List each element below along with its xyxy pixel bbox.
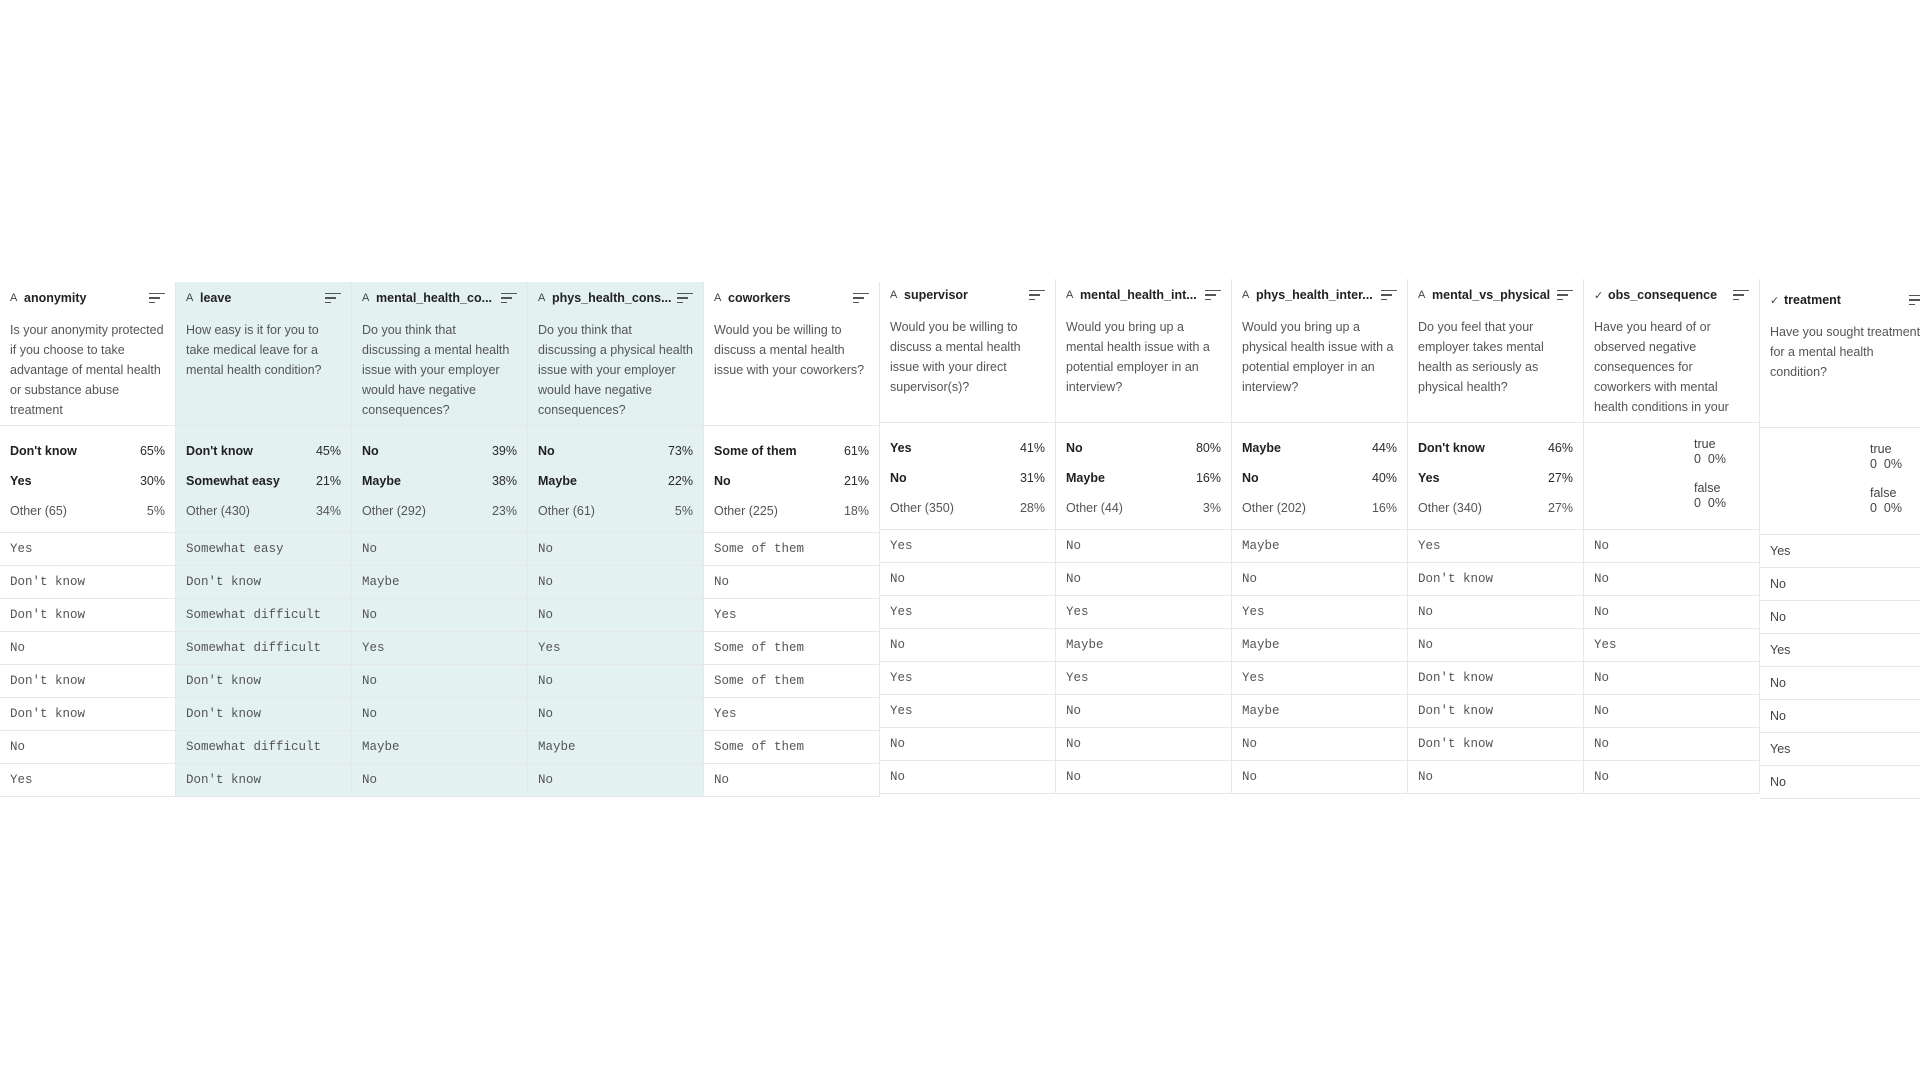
table-cell[interactable]: Yes bbox=[880, 662, 1055, 695]
summary-percent: 16% bbox=[1195, 471, 1221, 485]
column-header[interactable] bbox=[1760, 284, 1920, 316]
summary-row bbox=[1066, 493, 1221, 523]
table-cell[interactable]: Don't know bbox=[176, 698, 351, 731]
column-name[interactable]: coworkers bbox=[728, 291, 791, 305]
summary-label: No bbox=[538, 444, 555, 458]
table-cell[interactable]: No bbox=[528, 599, 703, 632]
summary-row bbox=[538, 436, 693, 466]
table-cell[interactable]: Some of them bbox=[704, 731, 879, 764]
column-name[interactable]: phys_health_cons... bbox=[552, 291, 672, 305]
summary-percent: 18% bbox=[843, 504, 869, 518]
column-header[interactable] bbox=[528, 282, 703, 314]
text-type-icon: A bbox=[890, 289, 898, 301]
table-cell[interactable]: No bbox=[1584, 563, 1759, 596]
table-cell[interactable]: Maybe bbox=[1232, 629, 1407, 662]
table-cell[interactable]: Yes bbox=[1056, 662, 1231, 695]
text-type-icon: A bbox=[1066, 289, 1074, 301]
summary-percent: 40% bbox=[1371, 471, 1397, 485]
table-cell[interactable]: Somewhat difficult bbox=[176, 599, 351, 632]
sort-icon[interactable] bbox=[1029, 290, 1045, 302]
column-1[interactable] bbox=[176, 282, 352, 797]
column-summary bbox=[1056, 423, 1231, 530]
summary-row bbox=[186, 436, 341, 466]
summary-label: Yes bbox=[10, 474, 32, 488]
sort-icon[interactable] bbox=[1909, 295, 1920, 307]
summary-row bbox=[186, 496, 341, 526]
sort-icon[interactable] bbox=[325, 293, 341, 305]
summary-percent: 21% bbox=[843, 474, 869, 488]
table-cell[interactable]: No bbox=[1056, 563, 1231, 596]
summary-label: No bbox=[362, 444, 379, 458]
column-summary bbox=[0, 426, 175, 533]
table-cell[interactable]: Yes bbox=[880, 695, 1055, 728]
table-cell[interactable]: Some of them bbox=[704, 632, 879, 665]
table-cell[interactable]: No bbox=[880, 728, 1055, 761]
column-summary bbox=[176, 426, 351, 533]
column-name[interactable]: supervisor bbox=[904, 288, 968, 302]
column-9[interactable] bbox=[1584, 279, 1760, 794]
summary-row bbox=[890, 493, 1045, 523]
summary-label: Other (430) bbox=[186, 504, 250, 518]
table-cell[interactable]: No bbox=[1056, 728, 1231, 761]
table-cell[interactable]: Somewhat easy bbox=[176, 533, 351, 566]
table-cell[interactable]: Yes bbox=[1408, 530, 1583, 563]
summary-percent: 46% bbox=[1547, 441, 1573, 455]
sort-icon[interactable] bbox=[1381, 290, 1397, 302]
table-cell[interactable]: Maybe bbox=[352, 731, 527, 764]
table-cell[interactable]: No bbox=[352, 533, 527, 566]
summary-row bbox=[1242, 463, 1397, 493]
summary-percent: 34% bbox=[315, 504, 341, 518]
table-cell[interactable]: No bbox=[528, 764, 703, 797]
column-6[interactable] bbox=[1056, 279, 1232, 794]
table-cell[interactable]: Yes bbox=[1760, 634, 1920, 667]
table-cell[interactable]: Don't know bbox=[1408, 695, 1583, 728]
column-description: Is your anonymity protected if you choose to take advantage of mental health or substance abuse treatment bbox=[0, 314, 175, 426]
boolean-type-icon: ✓ bbox=[1770, 294, 1780, 307]
table-cell[interactable]: No bbox=[1584, 761, 1759, 794]
column-summary bbox=[1760, 428, 1920, 535]
column-summary bbox=[352, 426, 527, 533]
summary-row bbox=[1066, 433, 1221, 463]
sort-icon[interactable] bbox=[853, 293, 869, 305]
table-cell[interactable]: Yes bbox=[1232, 596, 1407, 629]
sort-icon[interactable] bbox=[1205, 290, 1221, 302]
column-description: Would you be willing to discuss a mental health issue with your coworkers? bbox=[704, 314, 879, 426]
sort-icon[interactable] bbox=[677, 293, 693, 305]
summary-label: Maybe bbox=[362, 474, 401, 488]
table-cell[interactable]: No bbox=[1056, 695, 1231, 728]
summary-label: Other (350) bbox=[890, 501, 954, 515]
table-cell[interactable]: Don't know bbox=[176, 665, 351, 698]
table-cell[interactable]: No bbox=[528, 698, 703, 731]
table-cell[interactable]: No bbox=[1760, 766, 1920, 799]
column-description: Would you bring up a mental health issue with a potential employer in an interview? bbox=[1056, 311, 1231, 423]
table-cell[interactable]: No bbox=[1232, 761, 1407, 794]
false-value: 0 0% bbox=[1694, 496, 1726, 510]
table-cell[interactable]: Don't know bbox=[1408, 662, 1583, 695]
column-name[interactable]: leave bbox=[200, 291, 232, 305]
table-cell[interactable]: Maybe bbox=[528, 731, 703, 764]
table-cell[interactable]: No bbox=[1408, 596, 1583, 629]
summary-percent: 80% bbox=[1195, 441, 1221, 455]
summary-label: Other (61) bbox=[538, 504, 595, 518]
table-cell[interactable]: Yes bbox=[704, 698, 879, 731]
table-cell[interactable]: No bbox=[1584, 530, 1759, 563]
summary-label: No bbox=[1066, 441, 1083, 455]
column-name[interactable]: mental_health_co... bbox=[376, 291, 493, 305]
column-0[interactable] bbox=[0, 282, 176, 797]
summary-row bbox=[538, 466, 693, 496]
table-cell[interactable]: No bbox=[528, 665, 703, 698]
summary-label: Other (225) bbox=[714, 504, 778, 518]
table-cell[interactable]: No bbox=[528, 566, 703, 599]
summary-row bbox=[10, 436, 165, 466]
text-type-icon: A bbox=[538, 292, 546, 304]
column-header[interactable] bbox=[1408, 279, 1583, 311]
table-cell[interactable]: Yes bbox=[0, 533, 175, 566]
table-cell[interactable]: No bbox=[1584, 695, 1759, 728]
text-type-icon: A bbox=[1242, 289, 1250, 301]
table-cell[interactable]: Don't know bbox=[1408, 728, 1583, 761]
summary-label: Yes bbox=[1418, 471, 1440, 485]
boolean-type-icon: ✓ bbox=[1594, 289, 1604, 302]
summary-row bbox=[890, 463, 1045, 493]
text-type-icon: A bbox=[1418, 289, 1426, 301]
table-cell[interactable]: No bbox=[880, 563, 1055, 596]
table-cell[interactable]: Somewhat difficult bbox=[176, 632, 351, 665]
table-cell[interactable]: No bbox=[704, 566, 879, 599]
table-cell[interactable]: No bbox=[704, 764, 879, 797]
summary-percent: 27% bbox=[1547, 501, 1573, 515]
true-label: true bbox=[1870, 442, 1892, 456]
table-cell[interactable]: No bbox=[1760, 568, 1920, 601]
column-header[interactable] bbox=[1584, 279, 1759, 311]
column-7[interactable] bbox=[1232, 279, 1408, 794]
table-cell[interactable]: Maybe bbox=[1232, 695, 1407, 728]
column-summary bbox=[880, 423, 1055, 530]
column-description: Do you think that discussing a physical health issue with your employer would have negative consequences? bbox=[528, 314, 703, 426]
table-cell[interactable]: Don't know bbox=[0, 566, 175, 599]
summary-percent: 44% bbox=[1371, 441, 1397, 455]
table-cell[interactable]: No bbox=[1408, 761, 1583, 794]
column-summary bbox=[1408, 423, 1583, 530]
summary-percent: 38% bbox=[491, 474, 517, 488]
summary-percent: 16% bbox=[1371, 501, 1397, 515]
column-name[interactable]: anonymity bbox=[24, 291, 87, 305]
column-description: Have you heard of or observed negative consequences for coworkers with mental health conditions in your bbox=[1584, 311, 1759, 423]
summary-label: Some of them bbox=[714, 444, 797, 458]
summary-percent: 45% bbox=[315, 444, 341, 458]
summary-row bbox=[714, 466, 869, 496]
table-cell[interactable]: Don't know bbox=[176, 566, 351, 599]
column-summary bbox=[1584, 423, 1759, 530]
column-name[interactable]: phys_health_inter... bbox=[1256, 288, 1373, 302]
table-cell[interactable]: No bbox=[352, 665, 527, 698]
summary-label: Don't know bbox=[186, 444, 253, 458]
table-cell[interactable]: Yes bbox=[1584, 629, 1759, 662]
table-cell[interactable]: No bbox=[1232, 563, 1407, 596]
table-cell[interactable]: Don't know bbox=[0, 599, 175, 632]
summary-percent: 30% bbox=[139, 474, 165, 488]
summary-row bbox=[1242, 493, 1397, 523]
text-type-icon: A bbox=[362, 292, 370, 304]
table-cell[interactable]: No bbox=[1760, 601, 1920, 634]
summary-label: Other (292) bbox=[362, 504, 426, 518]
summary-percent: 41% bbox=[1019, 441, 1045, 455]
summary-row bbox=[538, 496, 693, 526]
summary-percent: 31% bbox=[1019, 471, 1045, 485]
table-cell[interactable]: Yes bbox=[1056, 596, 1231, 629]
table-cell[interactable]: No bbox=[1056, 761, 1231, 794]
summary-label: No bbox=[890, 471, 907, 485]
summary-label: Other (65) bbox=[10, 504, 67, 518]
summary-row bbox=[1066, 463, 1221, 493]
table-cell[interactable]: No bbox=[352, 698, 527, 731]
column-2[interactable] bbox=[352, 282, 528, 797]
column-description: Would you be willing to discuss a mental health issue with your direct supervisor(s)? bbox=[880, 311, 1055, 423]
true-label: true bbox=[1694, 437, 1716, 451]
table-cell[interactable]: Don't know bbox=[1408, 563, 1583, 596]
boolean-summary bbox=[1770, 438, 1920, 516]
column-summary bbox=[1232, 423, 1407, 530]
table-cell[interactable]: No bbox=[880, 761, 1055, 794]
summary-label: Maybe bbox=[1242, 441, 1281, 455]
summary-row bbox=[714, 496, 869, 526]
summary-percent: 65% bbox=[139, 444, 165, 458]
false-value: 0 0% bbox=[1870, 501, 1902, 515]
summary-row bbox=[1418, 463, 1573, 493]
table-cell[interactable]: No bbox=[1584, 662, 1759, 695]
sort-icon[interactable] bbox=[1557, 290, 1573, 302]
table-cell[interactable]: No bbox=[1760, 700, 1920, 733]
column-4[interactable] bbox=[704, 282, 880, 797]
false-label: false bbox=[1694, 481, 1721, 495]
true-value: 0 0% bbox=[1870, 457, 1902, 471]
summary-percent: 28% bbox=[1019, 501, 1045, 515]
summary-label: Yes bbox=[890, 441, 912, 455]
false-label: false bbox=[1870, 486, 1897, 500]
summary-label: Don't know bbox=[1418, 441, 1485, 455]
column-description: How easy is it for you to take medical leave for a mental health condition? bbox=[176, 314, 351, 426]
table-cell[interactable]: No bbox=[352, 599, 527, 632]
summary-label: Don't know bbox=[10, 444, 77, 458]
table-cell[interactable]: Yes bbox=[880, 596, 1055, 629]
summary-label: No bbox=[1242, 471, 1259, 485]
table-cell[interactable]: Yes bbox=[528, 632, 703, 665]
column-header[interactable] bbox=[1232, 279, 1407, 311]
sort-icon[interactable] bbox=[149, 293, 165, 305]
column-description: Do you think that discussing a mental health issue with your employer would have negative consequences? bbox=[352, 314, 527, 426]
column-description: Do you feel that your employer takes mental health as seriously as physical health? bbox=[1408, 311, 1583, 423]
table-cell[interactable]: Yes bbox=[1232, 662, 1407, 695]
table-cell[interactable]: No bbox=[1584, 596, 1759, 629]
summary-label: No bbox=[714, 474, 731, 488]
column-8[interactable] bbox=[1408, 279, 1584, 794]
table-cell[interactable]: No bbox=[352, 764, 527, 797]
summary-label: Maybe bbox=[538, 474, 577, 488]
summary-row bbox=[362, 466, 517, 496]
table-cell[interactable]: No bbox=[1056, 530, 1231, 563]
sort-icon[interactable] bbox=[1733, 290, 1749, 302]
summary-percent: 5% bbox=[146, 504, 165, 518]
summary-percent: 23% bbox=[491, 504, 517, 518]
boolean-summary bbox=[1594, 433, 1749, 511]
table-cell[interactable]: Yes bbox=[1760, 535, 1920, 568]
table-cell[interactable]: Yes bbox=[880, 530, 1055, 563]
table-cell[interactable]: No bbox=[880, 629, 1055, 662]
table-cell[interactable]: Yes bbox=[704, 599, 879, 632]
column-description: Have you sought treatment for a mental health condition? bbox=[1760, 316, 1920, 428]
table-cell[interactable]: No bbox=[528, 533, 703, 566]
column-header[interactable] bbox=[352, 282, 527, 314]
summary-label: Somewhat easy bbox=[186, 474, 280, 488]
column-name[interactable]: mental_vs_physical bbox=[1432, 288, 1551, 302]
summary-percent: 73% bbox=[667, 444, 693, 458]
summary-label: Other (44) bbox=[1066, 501, 1123, 515]
summary-percent: 39% bbox=[491, 444, 517, 458]
table-cell[interactable]: No bbox=[1232, 728, 1407, 761]
table-cell[interactable]: Yes bbox=[0, 764, 175, 797]
column-header[interactable] bbox=[176, 282, 351, 314]
summary-row bbox=[10, 466, 165, 496]
summary-row bbox=[186, 466, 341, 496]
column-summary bbox=[704, 426, 879, 533]
summary-percent: 3% bbox=[1202, 501, 1221, 515]
summary-percent: 27% bbox=[1547, 471, 1573, 485]
table-cell[interactable]: No bbox=[0, 632, 175, 665]
column-name[interactable]: treatment bbox=[1784, 293, 1841, 307]
true-value: 0 0% bbox=[1694, 452, 1726, 466]
summary-row bbox=[1418, 433, 1573, 463]
summary-label: Other (202) bbox=[1242, 501, 1306, 515]
table-cell[interactable]: Yes bbox=[352, 632, 527, 665]
column-name[interactable]: mental_health_int... bbox=[1080, 288, 1197, 302]
summary-row bbox=[10, 496, 165, 526]
summary-percent: 21% bbox=[315, 474, 341, 488]
summary-row bbox=[714, 436, 869, 466]
table-cell[interactable]: No bbox=[1760, 667, 1920, 700]
text-type-icon: A bbox=[10, 292, 18, 304]
summary-row bbox=[362, 496, 517, 526]
column-header[interactable] bbox=[880, 279, 1055, 311]
summary-row bbox=[1242, 433, 1397, 463]
text-type-icon: A bbox=[714, 292, 722, 304]
column-header[interactable] bbox=[1056, 279, 1231, 311]
table-cell[interactable]: No bbox=[1408, 629, 1583, 662]
column-5[interactable] bbox=[880, 279, 1056, 794]
column-name[interactable]: obs_consequence bbox=[1608, 288, 1718, 302]
column-header[interactable] bbox=[0, 282, 175, 314]
summary-percent: 61% bbox=[843, 444, 869, 458]
table-cell[interactable]: Maybe bbox=[1056, 629, 1231, 662]
table-cell[interactable]: Somewhat difficult bbox=[176, 731, 351, 764]
table-cell[interactable]: Yes bbox=[1760, 733, 1920, 766]
summary-row bbox=[890, 433, 1045, 463]
summary-label: Maybe bbox=[1066, 471, 1105, 485]
table-cell[interactable]: No bbox=[0, 731, 175, 764]
table-cell[interactable]: Don't know bbox=[0, 698, 175, 731]
column-3[interactable] bbox=[528, 282, 704, 797]
summary-row bbox=[1418, 493, 1573, 523]
summary-row bbox=[362, 436, 517, 466]
table-cell[interactable]: Maybe bbox=[1232, 530, 1407, 563]
column-summary bbox=[528, 426, 703, 533]
text-type-icon: A bbox=[186, 292, 194, 304]
column-header[interactable] bbox=[704, 282, 879, 314]
table-cell[interactable]: Don't know bbox=[176, 764, 351, 797]
table-cell[interactable]: Some of them bbox=[704, 665, 879, 698]
column-10[interactable] bbox=[1760, 284, 1920, 799]
summary-label: Other (340) bbox=[1418, 501, 1482, 515]
table-cell[interactable]: No bbox=[1584, 728, 1759, 761]
sort-icon[interactable] bbox=[501, 293, 517, 305]
column-description: Would you bring up a physical health issue with a potential employer in an interview? bbox=[1232, 311, 1407, 423]
table-cell[interactable]: Maybe bbox=[352, 566, 527, 599]
table-cell[interactable]: Some of them bbox=[704, 533, 879, 566]
summary-percent: 5% bbox=[674, 504, 693, 518]
table-cell[interactable]: Don't know bbox=[0, 665, 175, 698]
summary-percent: 22% bbox=[667, 474, 693, 488]
